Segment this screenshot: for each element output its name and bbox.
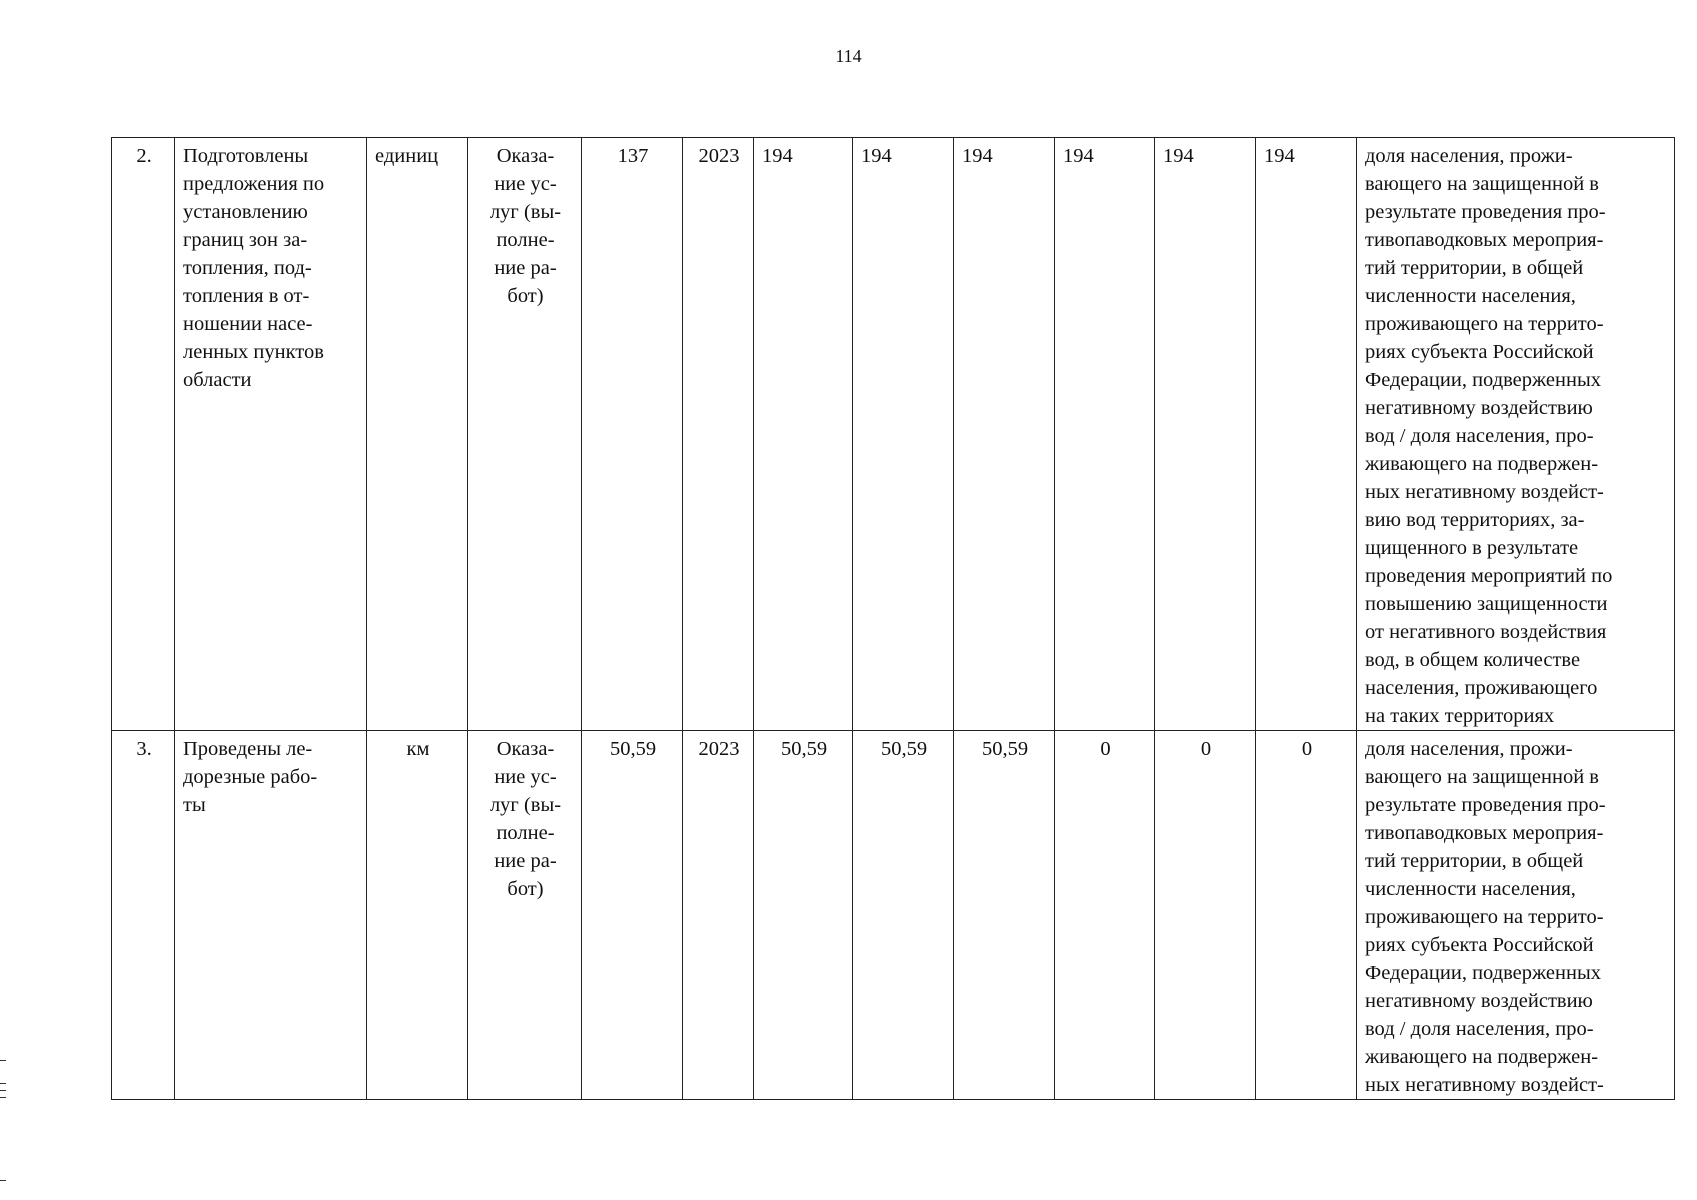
row-value-2: 194 bbox=[853, 138, 954, 731]
row-base-value: 137 bbox=[582, 138, 683, 731]
row-value-1: 50,59 bbox=[754, 731, 853, 1100]
table-row bbox=[112, 138, 1675, 731]
row-name: Подготовлены предложения по установлению границ зон за- топления, под- топления в от- ношении насе- ленных пунктов области bbox=[175, 138, 367, 731]
scan-mark bbox=[0, 1083, 6, 1084]
row-value-5: 194 bbox=[1155, 138, 1256, 731]
scan-mark bbox=[0, 1180, 6, 1181]
page-number: 114 bbox=[835, 46, 862, 66]
row-value-1: 194 bbox=[754, 138, 853, 731]
row-value-3: 194 bbox=[954, 138, 1055, 731]
row-value-6: 0 bbox=[1256, 731, 1357, 1100]
row-indicator: доля населения, прожи- вающего на защищенной в результате проведения про- тивопаводковых мероприя- тий территории, в общей численности населения, проживающего на террито- риях субъекта Российской Федерации, подверженных негативному воздействию вод / доля населения, про- живающего на подвержен- ных негативному воздейст- bbox=[1357, 731, 1675, 1100]
row-value-4: 0 bbox=[1055, 731, 1155, 1100]
row-value-6: 194 bbox=[1256, 138, 1357, 731]
scan-mark bbox=[0, 1097, 6, 1098]
row-value-4: 194 bbox=[1055, 138, 1155, 731]
row-unit: единиц bbox=[367, 138, 468, 731]
row-index: 3. bbox=[112, 731, 175, 1100]
scan-mark bbox=[0, 1090, 6, 1091]
row-value-3: 50,59 bbox=[954, 731, 1055, 1100]
row-value-5: 0 bbox=[1155, 731, 1256, 1100]
row-indicator: доля населения, прожи- вающего на защищенной в результате проведения про- тивопаводковых мероприя- тий территории, в общей численности населения, проживающего на террито- риях субъекта Российской Федерации, подверженных негативному воздействию вод / доля населения, про- живающего на подвержен- ных негативному воздейст- вию вод территориях, за- щищенного в результате проведения мероприятий по повышению защищенности от негативного воздействия вод, в общем количестве населения, проживающего на таких территориях bbox=[1357, 138, 1675, 731]
row-value-2: 50,59 bbox=[853, 731, 954, 1100]
row-base-year: 2023 bbox=[683, 731, 754, 1100]
row-type: Оказа- ние ус- луг (вы- полне- ние ра- бот) bbox=[468, 138, 582, 731]
table-row bbox=[112, 731, 1675, 1100]
row-base-year: 2023 bbox=[683, 138, 754, 731]
row-index: 2. bbox=[112, 138, 175, 731]
row-unit: км bbox=[367, 731, 468, 1100]
row-type: Оказа- ние ус- луг (вы- полне- ние ра- бот) bbox=[468, 731, 582, 1100]
indicators-table bbox=[111, 137, 1675, 1100]
row-base-value: 50,59 bbox=[582, 731, 683, 1100]
row-name: Проведены ле- дорезные рабо- ты bbox=[175, 731, 367, 1100]
scan-mark bbox=[0, 1060, 6, 1061]
